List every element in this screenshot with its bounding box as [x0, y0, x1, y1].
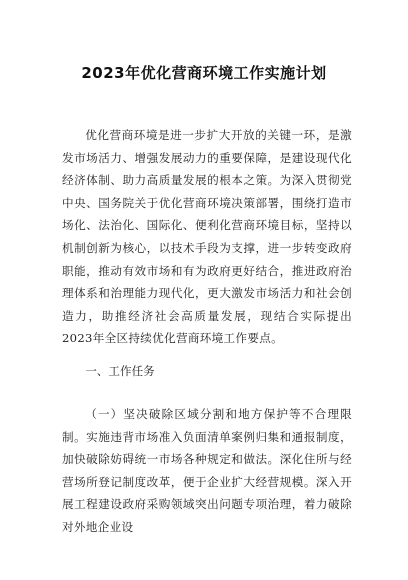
section-heading: 一、工作任务 — [85, 364, 155, 378]
task-1-paragraph: （一）坚决破除区域分割和地方保护等不合理限制。实施违背市场准入负面清单案例归集和通报制度，加快破除妨碍统一市场各种规定和做法。深化住所与经营场所登记制度改革，便于企业扩大经营规模。深入开展工程建设政府采购领域突出问题专项治理，着力破除对外地企业设 — [62, 407, 352, 534]
intro-paragraph: 优化营商环境是进一步扩大开放的关键一环，是激发市场活力、增强发展动力的重要保障，是建设现代化经济体制、助力高质量发展的根本之策。为深入贯彻党中央、国务院关于优化营商环境决策部署，围绕打造市场化、法治化、国际化、便利化营商环境目标，坚持以机制创新为核心，以技术手段为支撑，进一步转变政府职能，推动有效市场和有为政府更好结合，推进政府治理体系和治理能力现代化，更大激发市场活力和社会创造力，助推经济社会高质量发展，现结合实际提出2023年全区持续优化营商环境工作要点。 — [62, 128, 352, 346]
document-title: 2023年优化营商环境工作实施计划 — [81, 64, 327, 82]
